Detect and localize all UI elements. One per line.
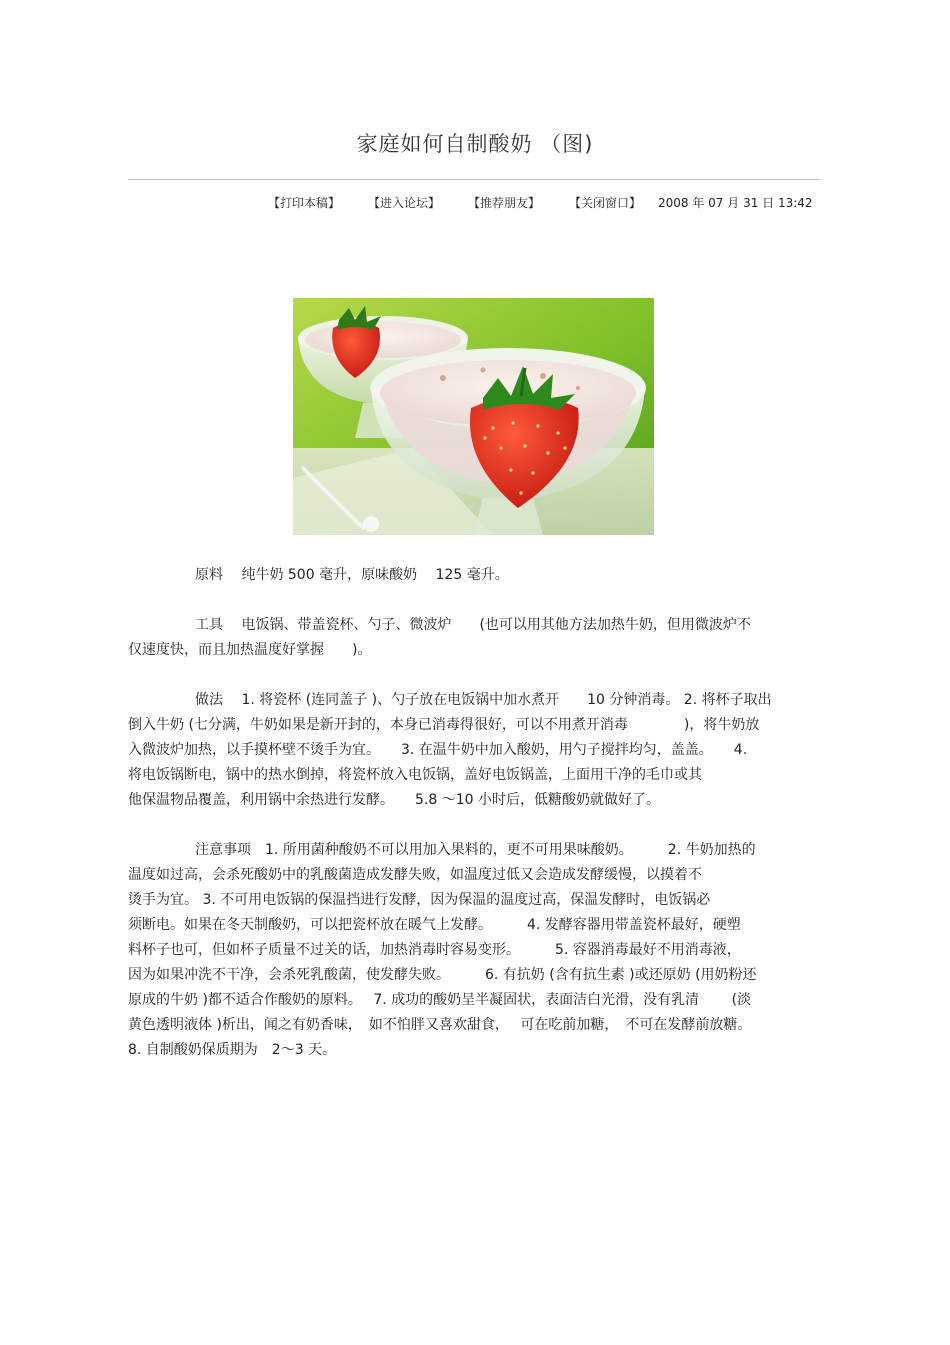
strawberry-yogurt-image [293, 298, 654, 535]
page-title: 家庭如何自制酸奶 （图) [356, 132, 594, 156]
paragraph-line: 入微波炉加热，以手摸杯壁不烫手为宜。 3. 在温牛奶中加入酸奶，用勺子搅拌均匀，盖盖。 4. [128, 742, 748, 758]
paragraph-line: 注意事项 1. 所用菌种酸奶不可以用加入果料的，更不可用果味酸奶。 2. 牛奶加热的 [195, 842, 756, 858]
print-link[interactable]: 【打印本稿】 [268, 196, 341, 210]
article-toolbar [268, 194, 828, 212]
paragraph-ingredients [128, 563, 818, 588]
paragraph-line: 仅速度快，而且加热温度好掌握 )。 [128, 642, 372, 658]
paragraph-line: 烫手为宜。 3. 不可用电饭锅的保温挡进行发酵，因为保温的温度过高，保温发酵时，电饭锅必 [128, 892, 711, 908]
paragraph-line: 工具 电饭锅、带盖瓷杯、勺子、微波炉 (也可以用其他方法加热牛奶，但用微波炉不 [195, 617, 751, 633]
close-window-link[interactable]: 【关闭窗口】 [569, 196, 642, 210]
paragraph-line: 原料 纯牛奶 500 毫升，原味酸奶 125 毫升。 [195, 567, 509, 583]
paragraph-line: 做法 1. 将瓷杯 (连同盖子 )、勺子放在电饭锅中加水煮开 10 分钟消毒。 2. 将杯子取出 [195, 692, 772, 708]
paragraph-notes [128, 838, 818, 1063]
paragraph-line: 他保温物品覆盖，利用锅中余热进行发酵。 5.8 ～10 小时后，低糖酸奶就做好了。 [128, 792, 660, 808]
paragraph-line: 倒入牛奶 (七分满，牛奶如果是新开封的，本身已消毒得很好，可以不用煮开消毒 )，将牛奶放 [128, 717, 760, 733]
paragraph-line: 因为如果冲洗不干净，会杀死乳酸菌，使发酵失败。 6. 有抗奶 (含有抗生素 )或还原奶 (用奶粉还 [128, 967, 757, 983]
paragraph-line: 原成的牛奶 )都不适合作酸奶的原料。 7. 成功的酸奶呈半凝固状，表面洁白光滑，没有乳清 (淡 [128, 992, 752, 1008]
enter-forum-link[interactable]: 【进入论坛】 [368, 196, 441, 210]
paragraph-line: 将电饭锅断电，锅中的热水倒掉，将瓷杯放入电饭锅，盖好电饭锅盖，上面用干净的毛巾或其 [128, 767, 702, 783]
paragraph-line: 8. 自制酸奶保质期为 2～3 天。 [128, 1042, 337, 1058]
recommend-friend-link[interactable]: 【推荐朋友】 [468, 196, 541, 210]
paragraph-tools [128, 613, 818, 663]
paragraph-line: 黄色透明液体 )析出，闻之有奶香味， 如不怕胖又喜欢甜食， 可在吃前加糖， 不可在发酵前放糖。 [128, 1017, 752, 1033]
paragraph-method [128, 688, 818, 813]
paragraph-line: 须断电。如果在冬天制酸奶，可以把瓷杯放在暖气上发酵。 4. 发酵容器用带盖瓷杯最好，硬塑 [128, 917, 741, 933]
title-divider [128, 179, 821, 180]
paragraph-line: 料杯子也可，但如杯子质量不过关的话，加热消毒时容易变形。 5. 容器消毒最好不用消毒液， [128, 942, 741, 958]
yogurt-photo [293, 298, 654, 535]
paragraph-line: 温度如过高，会杀死酸奶中的乳酸菌造成发酵失败，如温度过低又会造成发酵缓慢，以摸着不 [128, 867, 702, 883]
publish-date: 2008 年 07 月 31 日 13:42 [658, 196, 813, 210]
